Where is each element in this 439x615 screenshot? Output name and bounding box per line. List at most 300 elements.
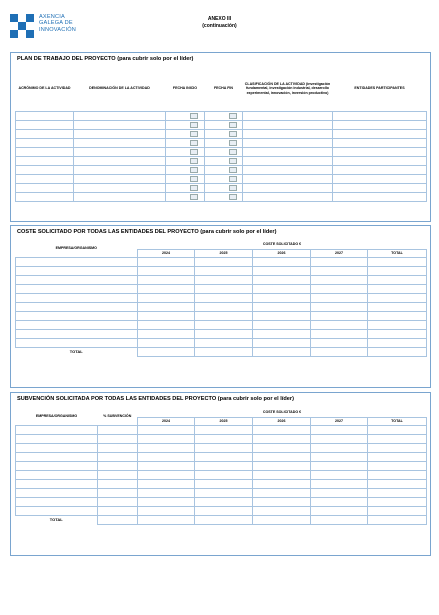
cost-2027-cell[interactable]: [311, 329, 368, 338]
entity-cell[interactable]: [16, 506, 98, 515]
calendar-icon[interactable]: [190, 185, 198, 191]
table-row: [16, 275, 427, 284]
annex-subtitle: (continuación): [202, 23, 237, 29]
table-row: [16, 293, 427, 302]
subsidy-2026-cell[interactable]: [253, 497, 311, 506]
end-date-cell[interactable]: [205, 120, 243, 129]
total-percent-cell[interactable]: [98, 515, 138, 524]
table-row: [16, 174, 427, 183]
classification-cell[interactable]: [243, 192, 333, 201]
table-row: [16, 129, 427, 138]
cost-total-cell[interactable]: [368, 266, 427, 275]
subsidy-total-cell[interactable]: [368, 461, 427, 470]
participants-cell[interactable]: [333, 192, 427, 201]
table-row: [16, 311, 427, 320]
requested-cost-title: [17, 229, 276, 235]
requested-subsidy-title-text: SUBVENCIÓN SOLICITADA POR TODAS LAS ENTIDADES DEL PROYECTO: [17, 396, 217, 402]
table-row: [16, 452, 427, 461]
col-year-2027: 2027: [311, 249, 368, 257]
entity-cell[interactable]: [16, 470, 98, 479]
cost-total-cell[interactable]: [368, 329, 427, 338]
end-date-cell[interactable]: [205, 183, 243, 192]
subsidy-2025-cell[interactable]: [195, 506, 253, 515]
classification-cell[interactable]: [243, 156, 333, 165]
table-row: [16, 470, 427, 479]
entity-cell[interactable]: [16, 311, 138, 320]
denomination-cell[interactable]: [74, 165, 166, 174]
subsidy-2024-cell[interactable]: [138, 443, 195, 452]
subsidy-2025-cell[interactable]: [195, 497, 253, 506]
denomination-cell[interactable]: [74, 111, 166, 120]
subsidy-2025-cell[interactable]: [195, 434, 253, 443]
start-date-cell[interactable]: [166, 147, 205, 156]
participants-cell[interactable]: [333, 156, 427, 165]
total-2025-cell[interactable]: [195, 347, 253, 356]
participants-cell[interactable]: [333, 147, 427, 156]
cost-2026-cell[interactable]: [253, 266, 311, 275]
acronym-cell[interactable]: [16, 111, 74, 120]
subsidy-2027-cell[interactable]: [311, 497, 368, 506]
subsidy-2025-cell[interactable]: [195, 488, 253, 497]
table-row: [16, 338, 427, 347]
cost-2025-cell[interactable]: [195, 275, 253, 284]
work-plan-section: [10, 52, 431, 222]
subsidy-2027-cell[interactable]: [311, 443, 368, 452]
denomination-cell[interactable]: [74, 147, 166, 156]
calendar-icon[interactable]: [190, 122, 198, 128]
col-participants: ENTIDADES PARTICIPANTES: [354, 86, 405, 91]
cost-2025-cell[interactable]: [195, 329, 253, 338]
denomination-cell[interactable]: [74, 129, 166, 138]
col-year-2024: 2024: [138, 417, 195, 425]
logo-line-2: GALEGA DE: [39, 20, 73, 27]
requested-cost-section: [10, 225, 431, 388]
end-date-cell[interactable]: [205, 129, 243, 138]
subsidy-2027-cell[interactable]: [311, 506, 368, 515]
cost-2027-cell[interactable]: [311, 266, 368, 275]
col-cost-group: COSTE SOLICITADO €: [138, 241, 427, 249]
cost-2024-cell[interactable]: [138, 329, 195, 338]
cost-2024-cell[interactable]: [138, 275, 195, 284]
col-classification: CLASIFICACIÓN DE LA ACTIVIDAD (investigación fundamental, investigación industrial, desarrollo experimental, innovación, inversión productivo): [244, 81, 331, 96]
col-year-2025: 2025: [195, 417, 253, 425]
start-date-cell[interactable]: [166, 111, 205, 120]
col-year-2026: 2026: [253, 417, 311, 425]
cost-2025-cell[interactable]: [195, 284, 253, 293]
cost-2026-cell[interactable]: [253, 257, 311, 266]
acronym-cell[interactable]: [16, 174, 74, 183]
start-date-cell[interactable]: [166, 165, 205, 174]
table-row: [16, 497, 427, 506]
requested-subsidy-table: [15, 409, 427, 525]
entity-cell[interactable]: [16, 320, 138, 329]
total-total-cell[interactable]: [368, 347, 427, 356]
subsidy-2027-cell[interactable]: [311, 452, 368, 461]
cost-2027-cell[interactable]: [311, 257, 368, 266]
table-row: [16, 488, 427, 497]
requested-subsidy-section: [10, 392, 431, 556]
classification-cell[interactable]: [243, 174, 333, 183]
table-row: [16, 266, 427, 275]
denomination-cell[interactable]: [74, 174, 166, 183]
participants-cell[interactable]: [333, 174, 427, 183]
end-date-cell[interactable]: [205, 111, 243, 120]
subsidy-percent-cell[interactable]: [98, 506, 138, 515]
denomination-cell[interactable]: [74, 138, 166, 147]
subsidy-2025-cell[interactable]: [195, 443, 253, 452]
subsidy-2027-cell[interactable]: [311, 479, 368, 488]
entity-cell[interactable]: [16, 479, 98, 488]
total-label: TOTAL: [49, 517, 63, 523]
col-subsidy-percent: % SUBVENCIÓN: [103, 414, 132, 419]
subsidy-2026-cell[interactable]: [253, 443, 311, 452]
entity-cell[interactable]: [16, 434, 98, 443]
participants-cell[interactable]: [333, 111, 427, 120]
entity-cell[interactable]: [16, 488, 98, 497]
participants-cell[interactable]: [333, 138, 427, 147]
cost-2024-cell[interactable]: [138, 320, 195, 329]
table-row: [16, 138, 427, 147]
calendar-icon[interactable]: [190, 167, 198, 173]
cost-2027-cell[interactable]: [311, 284, 368, 293]
cost-2024-cell[interactable]: [138, 257, 195, 266]
subsidy-2027-cell[interactable]: [311, 425, 368, 434]
denomination-cell[interactable]: [74, 156, 166, 165]
subsidy-2026-cell[interactable]: [253, 425, 311, 434]
table-row: [16, 320, 427, 329]
entity-cell[interactable]: [16, 266, 138, 275]
start-date-cell[interactable]: [166, 138, 205, 147]
subsidy-percent-cell[interactable]: [98, 443, 138, 452]
classification-cell[interactable]: [243, 129, 333, 138]
cost-2027-cell[interactable]: [311, 320, 368, 329]
calendar-icon[interactable]: [190, 176, 198, 182]
cost-2026-cell[interactable]: [253, 338, 311, 347]
logo-square: [18, 30, 26, 38]
subsidy-total-cell[interactable]: [368, 443, 427, 452]
denomination-cell[interactable]: [74, 183, 166, 192]
subsidy-percent-cell[interactable]: [98, 461, 138, 470]
col-total: TOTAL: [368, 249, 427, 257]
subsidy-percent-cell[interactable]: [98, 434, 138, 443]
col-start-date: FECHA INICIO: [172, 86, 198, 91]
cost-2024-cell[interactable]: [138, 284, 195, 293]
subsidy-2026-cell[interactable]: [253, 470, 311, 479]
calendar-icon[interactable]: [229, 185, 237, 191]
cost-2024-cell[interactable]: [138, 293, 195, 302]
total-row: [16, 515, 427, 524]
entity-cell[interactable]: [16, 425, 98, 434]
annex-heading: [0, 16, 439, 30]
total-2026-cell[interactable]: [253, 515, 311, 524]
calendar-icon[interactable]: [229, 167, 237, 173]
calendar-icon[interactable]: [190, 149, 198, 155]
cost-2025-cell[interactable]: [195, 338, 253, 347]
requested-subsidy-title: [17, 396, 294, 402]
logo-square: [26, 30, 34, 38]
entity-cell[interactable]: [16, 293, 138, 302]
acronym-cell[interactable]: [16, 138, 74, 147]
cost-2026-cell[interactable]: [253, 284, 311, 293]
classification-cell[interactable]: [243, 147, 333, 156]
cost-total-cell[interactable]: [368, 302, 427, 311]
subsidy-2025-cell[interactable]: [195, 425, 253, 434]
subsidy-2024-cell[interactable]: [138, 479, 195, 488]
subsidy-2027-cell[interactable]: [311, 488, 368, 497]
acronym-cell[interactable]: [16, 165, 74, 174]
cost-2027-cell[interactable]: [311, 275, 368, 284]
cost-total-cell[interactable]: [368, 284, 427, 293]
entity-cell[interactable]: [16, 452, 98, 461]
subsidy-total-cell[interactable]: [368, 434, 427, 443]
cost-total-cell[interactable]: [368, 338, 427, 347]
requested-subsidy-subtitle: (para cubrir solo por el líder): [217, 396, 294, 402]
subsidy-2024-cell[interactable]: [138, 488, 195, 497]
cost-2026-cell[interactable]: [253, 311, 311, 320]
entity-cell[interactable]: [16, 461, 98, 470]
table-row: [16, 147, 427, 156]
entity-cell[interactable]: [16, 275, 138, 284]
subsidy-total-cell[interactable]: [368, 506, 427, 515]
cost-2026-cell[interactable]: [253, 302, 311, 311]
annex-title: ANEXO III: [207, 16, 232, 22]
cost-total-cell[interactable]: [368, 257, 427, 266]
subsidy-2025-cell[interactable]: [195, 452, 253, 461]
total-2026-cell[interactable]: [253, 347, 311, 356]
acronym-cell[interactable]: [16, 183, 74, 192]
subsidy-percent-cell[interactable]: [98, 488, 138, 497]
subsidy-total-cell[interactable]: [368, 425, 427, 434]
calendar-icon[interactable]: [229, 149, 237, 155]
cost-2025-cell[interactable]: [195, 320, 253, 329]
total-2024-cell[interactable]: [138, 515, 195, 524]
participants-cell[interactable]: [333, 129, 427, 138]
cost-2026-cell[interactable]: [253, 320, 311, 329]
subsidy-2025-cell[interactable]: [195, 461, 253, 470]
total-2027-cell[interactable]: [311, 347, 368, 356]
denomination-cell[interactable]: [74, 192, 166, 201]
classification-cell[interactable]: [243, 138, 333, 147]
col-year-2026: 2026: [253, 249, 311, 257]
calendar-icon[interactable]: [190, 140, 198, 146]
table-row: [16, 302, 427, 311]
cost-2024-cell[interactable]: [138, 311, 195, 320]
start-date-cell[interactable]: [166, 156, 205, 165]
subsidy-2024-cell[interactable]: [138, 461, 195, 470]
entity-cell[interactable]: [16, 443, 98, 452]
subsidy-total-cell[interactable]: [368, 479, 427, 488]
subsidy-2026-cell[interactable]: [253, 461, 311, 470]
col-total: TOTAL: [368, 417, 427, 425]
calendar-icon[interactable]: [229, 140, 237, 146]
col-year-2027: 2027: [311, 417, 368, 425]
participants-cell[interactable]: [333, 120, 427, 129]
subsidy-percent-cell[interactable]: [98, 470, 138, 479]
classification-cell[interactable]: [243, 165, 333, 174]
acronym-cell[interactable]: [16, 192, 74, 201]
requested-cost-title-text: COSTE SOLICITADO POR TODAS LAS ENTIDADES DEL PROYECTO: [17, 229, 199, 235]
calendar-icon[interactable]: [190, 113, 198, 119]
table-row: [16, 434, 427, 443]
cost-total-cell[interactable]: [368, 293, 427, 302]
start-date-cell[interactable]: [166, 129, 205, 138]
work-plan-title: [17, 56, 193, 62]
subsidy-2027-cell[interactable]: [311, 434, 368, 443]
calendar-icon[interactable]: [229, 158, 237, 164]
total-total-cell[interactable]: [368, 515, 427, 524]
calendar-icon[interactable]: [190, 194, 198, 200]
acronym-cell[interactable]: [16, 129, 74, 138]
table-row: [16, 425, 427, 434]
subsidy-total-cell[interactable]: [368, 497, 427, 506]
table-row: [16, 192, 427, 201]
calendar-icon[interactable]: [229, 122, 237, 128]
cost-2027-cell[interactable]: [311, 338, 368, 347]
classification-cell[interactable]: [243, 111, 333, 120]
subsidy-2024-cell[interactable]: [138, 434, 195, 443]
cost-total-cell[interactable]: [368, 275, 427, 284]
subsidy-2024-cell[interactable]: [138, 452, 195, 461]
acronym-cell[interactable]: [16, 156, 74, 165]
cost-2026-cell[interactable]: [253, 329, 311, 338]
subsidy-2027-cell[interactable]: [311, 470, 368, 479]
col-acronym: ACRÓNIMO DE LA ACTIVIDAD: [18, 86, 71, 91]
calendar-icon[interactable]: [190, 158, 198, 164]
subsidy-2026-cell[interactable]: [253, 506, 311, 515]
subsidy-total-cell[interactable]: [368, 452, 427, 461]
table-row: [16, 443, 427, 452]
subsidy-percent-cell[interactable]: [98, 479, 138, 488]
table-row: [16, 183, 427, 192]
subsidy-2024-cell[interactable]: [138, 425, 195, 434]
cost-2025-cell[interactable]: [195, 311, 253, 320]
subsidy-2026-cell[interactable]: [253, 488, 311, 497]
denomination-cell[interactable]: [74, 120, 166, 129]
classification-cell[interactable]: [243, 120, 333, 129]
start-date-cell[interactable]: [166, 192, 205, 201]
cost-2025-cell[interactable]: [195, 302, 253, 311]
subsidy-percent-cell[interactable]: [98, 497, 138, 506]
work-plan-title-text: PLAN DE TRABAJO DEL PROYECTO: [17, 56, 116, 62]
col-cost-group: COSTE SOLICITADO €: [138, 409, 427, 417]
subsidy-percent-cell[interactable]: [98, 452, 138, 461]
total-2027-cell[interactable]: [311, 515, 368, 524]
cost-2026-cell[interactable]: [253, 275, 311, 284]
logo-square: [10, 30, 18, 38]
cost-2026-cell[interactable]: [253, 293, 311, 302]
total-2024-cell[interactable]: [138, 347, 195, 356]
col-entity: EMPRESA/ORGANISMO: [35, 414, 78, 419]
participants-cell[interactable]: [333, 183, 427, 192]
subsidy-total-cell[interactable]: [368, 488, 427, 497]
entity-cell[interactable]: [16, 302, 138, 311]
cost-2027-cell[interactable]: [311, 302, 368, 311]
calendar-icon[interactable]: [229, 194, 237, 200]
calendar-icon[interactable]: [229, 176, 237, 182]
cost-2024-cell[interactable]: [138, 338, 195, 347]
total-row: [16, 347, 427, 356]
subsidy-2024-cell[interactable]: [138, 497, 195, 506]
cost-2024-cell[interactable]: [138, 302, 195, 311]
start-date-cell[interactable]: [166, 174, 205, 183]
subsidy-total-cell[interactable]: [368, 470, 427, 479]
logo-line-1: AXENCIA: [39, 14, 65, 20]
classification-cell[interactable]: [243, 183, 333, 192]
table-row: [16, 479, 427, 488]
table-row: [16, 165, 427, 174]
requested-cost-subtitle: (para cubrir solo por el líder): [200, 229, 277, 235]
end-date-cell[interactable]: [205, 174, 243, 183]
subsidy-2026-cell[interactable]: [253, 479, 311, 488]
total-2025-cell[interactable]: [195, 515, 253, 524]
end-date-cell[interactable]: [205, 147, 243, 156]
calendar-icon[interactable]: [229, 113, 237, 119]
entity-cell[interactable]: [16, 497, 98, 506]
subsidy-2024-cell[interactable]: [138, 470, 195, 479]
cost-2027-cell[interactable]: [311, 311, 368, 320]
table-row: [16, 461, 427, 470]
cost-2025-cell[interactable]: [195, 293, 253, 302]
subsidy-2025-cell[interactable]: [195, 479, 253, 488]
work-plan-subtitle: (para cubrir solo por el líder): [117, 56, 194, 62]
requested-cost-table: [15, 241, 427, 357]
work-plan-table: [15, 67, 427, 202]
cost-2027-cell[interactable]: [311, 293, 368, 302]
subsidy-percent-cell[interactable]: [98, 425, 138, 434]
acronym-cell[interactable]: [16, 120, 74, 129]
calendar-icon[interactable]: [190, 131, 198, 137]
cost-total-cell[interactable]: [368, 311, 427, 320]
subsidy-2026-cell[interactable]: [253, 452, 311, 461]
table-row: [16, 329, 427, 338]
subsidy-2027-cell[interactable]: [311, 461, 368, 470]
subsidy-2024-cell[interactable]: [138, 506, 195, 515]
participants-cell[interactable]: [333, 165, 427, 174]
cost-2024-cell[interactable]: [138, 266, 195, 275]
logo-line-3: INNOVACIÓN: [39, 26, 77, 33]
cost-total-cell[interactable]: [368, 320, 427, 329]
col-year-2025: 2025: [195, 249, 253, 257]
table-row: [16, 506, 427, 515]
entity-cell[interactable]: [16, 338, 138, 347]
end-date-cell[interactable]: [205, 156, 243, 165]
start-date-cell[interactable]: [166, 183, 205, 192]
table-row: [16, 284, 427, 293]
cost-2025-cell[interactable]: [195, 266, 253, 275]
subsidy-2025-cell[interactable]: [195, 470, 253, 479]
acronym-cell[interactable]: [16, 147, 74, 156]
calendar-icon[interactable]: [229, 131, 237, 137]
col-year-2024: 2024: [138, 249, 195, 257]
col-end-date: FECHA FIN: [213, 86, 234, 91]
end-date-cell[interactable]: [205, 192, 243, 201]
entity-cell[interactable]: [16, 284, 138, 293]
start-date-cell[interactable]: [166, 120, 205, 129]
col-denomination: DENOMINACIÓN DE LA ACTIVIDAD: [89, 86, 150, 91]
cost-2025-cell[interactable]: [195, 257, 253, 266]
table-row: [16, 111, 427, 120]
subsidy-2026-cell[interactable]: [253, 434, 311, 443]
table-row: [16, 156, 427, 165]
col-entity: EMPRESA/ORGANISMO: [55, 246, 97, 251]
table-row: [16, 257, 427, 266]
table-row: [16, 120, 427, 129]
end-date-cell[interactable]: [205, 138, 243, 147]
total-label: TOTAL: [69, 349, 83, 355]
end-date-cell[interactable]: [205, 165, 243, 174]
entity-cell[interactable]: [16, 257, 138, 266]
entity-cell[interactable]: [16, 329, 138, 338]
